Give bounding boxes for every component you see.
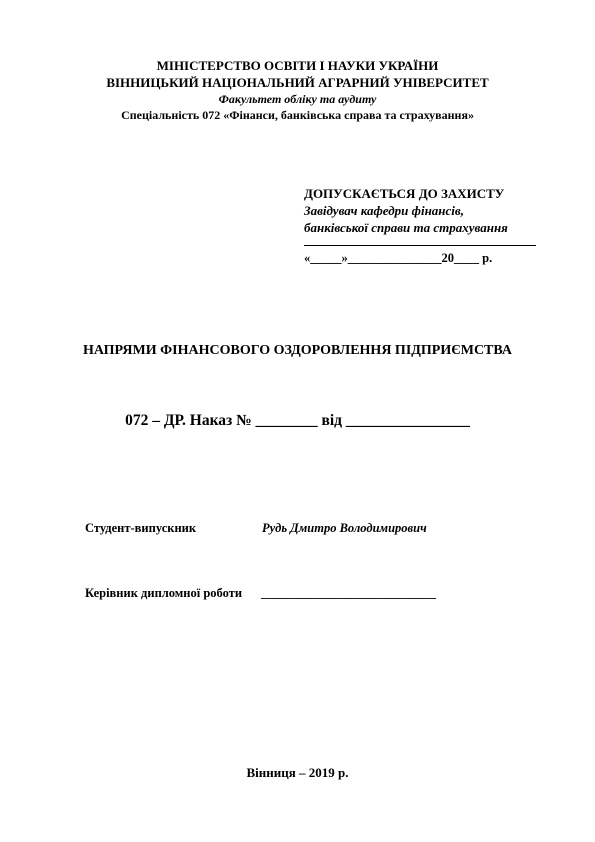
faculty-heading: Факультет обліку та аудиту [218, 92, 377, 106]
city-year: Вінниця – 2019 р. [246, 765, 349, 780]
ministry-heading: МІНІСТЕРСТВО ОСВІТИ І НАУКИ УКРАЇНИ [156, 58, 439, 73]
approval-position-line2: банківської справи та страхування [304, 220, 508, 235]
approval-title: ДОПУСКАЄТЬСЯ ДО ЗАХИСТУ [304, 186, 505, 201]
order-number-line: 072 – ДР. Наказ № ________ від ________________ [125, 412, 470, 429]
student-name: Рудь Дмитро Володимирович [262, 521, 427, 535]
approval-position-line1: Завідувач кафедри фінансів, [304, 203, 464, 218]
thesis-title: НАПРЯМИ ФІНАНСОВОГО ОЗДОРОВЛЕННЯ ПІДПРИЄМСТВА [83, 343, 512, 358]
university-heading: ВІННИЦЬКИЙ НАЦІОНАЛЬНИЙ АГРАРНИЙ УНІВЕРСИТЕТ [106, 75, 489, 90]
approval-date-line: «_____»_______________20____ р. [304, 251, 493, 265]
supervisor-label: Керівник дипломної роботи [85, 586, 243, 600]
student-label: Студент-випускник [85, 521, 197, 535]
supervisor-signature-line: ____________________________ [261, 586, 436, 600]
specialty-heading: Спеціальність 072 «Фінанси, банківська справа та страхування» [121, 108, 474, 122]
approval-signature-rule [304, 245, 536, 246]
